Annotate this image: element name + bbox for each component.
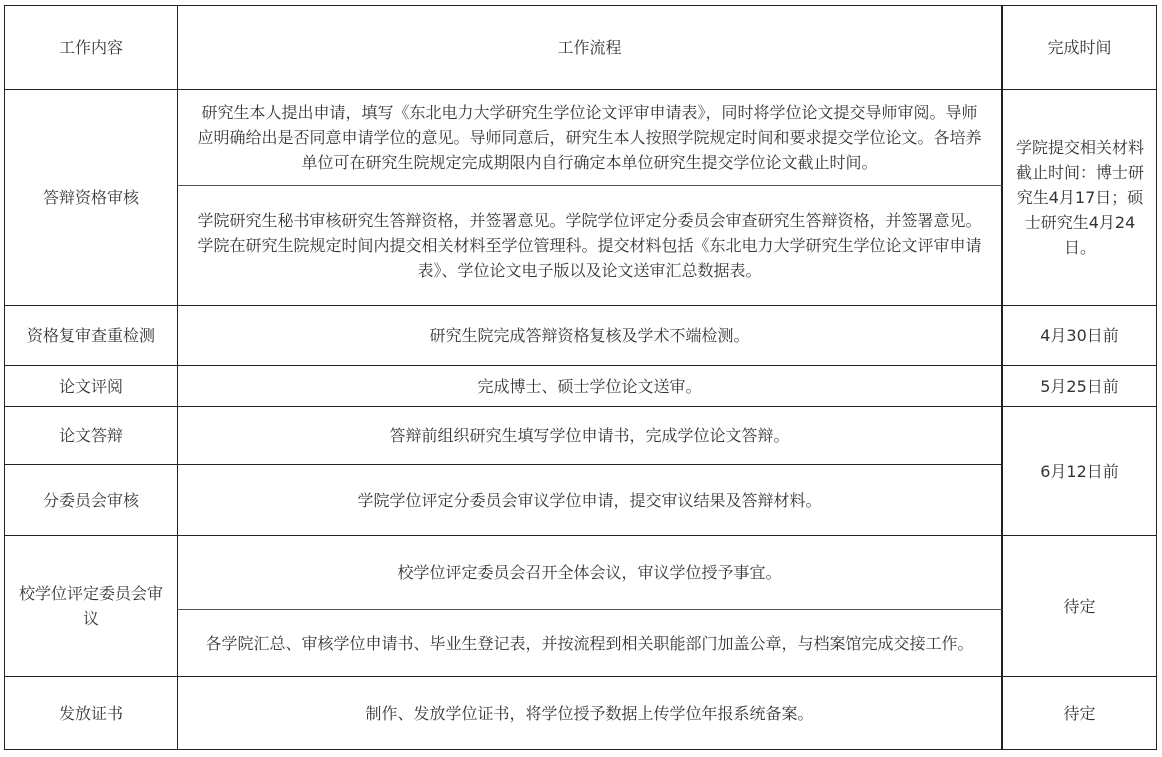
row-review-time: 5月25日前 <box>1040 376 1119 396</box>
row-defense-process: 答辩前组织研究生填写学位申请书，完成学位论文答辩。 <box>389 426 790 445</box>
header-process: 工作流程 <box>557 38 622 57</box>
table-border-right <box>1156 5 1157 750</box>
row-recheck-process: 研究生院完成答辩资格复核及学术不端检测。 <box>429 326 750 345</box>
row-defense-qualification-time: 学院提交相关材料截止时间：博士研究生4月17日；硕士研究生4月24日。 <box>1015 138 1144 257</box>
row-university-committee-content: 校学位评定委员会审议 <box>18 584 163 628</box>
row-certificate-process: 制作、发放学位证书，将学位授予数据上传学位年报系统备案。 <box>365 703 814 723</box>
row-defense-content: 论文答辩 <box>58 426 123 445</box>
row-certificate-content: 发放证书 <box>58 703 123 723</box>
row-subcommittee-content: 分委员会审核 <box>42 490 139 510</box>
row-university-committee-time: 待定 <box>1063 596 1096 616</box>
row-university-committee-process-2: 各学院汇总、审核学位申请书、毕业生登记表，并按流程到相关职能部门加盖公章，与档案馆完成交接工作。 <box>205 633 974 653</box>
row-defense-qualification-content: 答辩资格审核 <box>42 188 139 207</box>
row-defense-qualification-process-2: 学院研究生秘书审核研究生答辩资格，并签署意见。学院学位评定分委员会审查研究生答辩资格，并签署意见。学院在研究生院规定时间内提交相关材料至学位管理科。提交材料包括《东北电力大学研究生学位论文评审申请表》、学位论文电子版以及论文送审汇总数据表。 <box>197 211 982 280</box>
row-defense-subcommittee-time: 6月12日前 <box>1040 461 1119 481</box>
header-time: 完成时间 <box>1047 38 1112 57</box>
row-review-content: 论文评阅 <box>58 376 123 396</box>
row-recheck-content: 资格复审查重检测 <box>26 326 155 345</box>
row-review-process: 完成博士、硕士学位论文送审。 <box>477 376 702 396</box>
row-university-committee-process-1: 校学位评定委员会召开全体会议，审议学位授予事宜。 <box>397 563 782 582</box>
row-certificate-time: 待定 <box>1063 703 1096 723</box>
header-content: 工作内容 <box>58 38 123 57</box>
row-defense-qualification-process-1: 研究生本人提出申请，填写《东北电力大学研究生学位论文评审申请表》，同时将学位论文提交导师审阅。导师应明确给出是否同意申请学位的意见。导师同意后，研究生本人按照学院规定时间和要求提交学位论文。各培养单位可在研究生院规定完成期限内自行确定本单位研究生提交学位论文截止时间。 <box>197 103 982 172</box>
row-subcommittee-process: 学院学位评定分委员会审议学位申请，提交审议结果及答辩材料。 <box>357 490 822 510</box>
row-recheck-time: 4月30日前 <box>1040 326 1119 345</box>
